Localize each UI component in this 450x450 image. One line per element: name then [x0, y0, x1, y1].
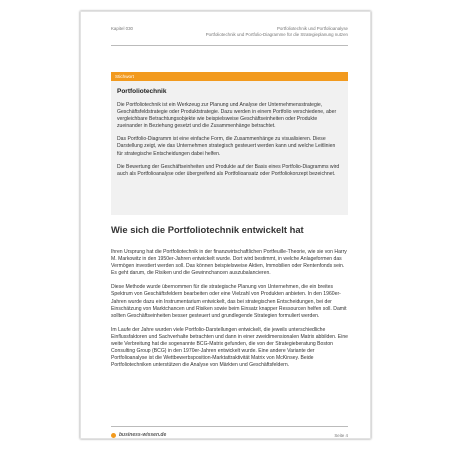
running-header [206, 26, 348, 38]
document-page [80, 11, 371, 439]
logo-dot-icon [111, 433, 116, 438]
keyword-paragraph: Das Portfolio-Diagramm ist eine einfache Form, die Zusammenhänge zu visualisieren. Diese Darstellung zeigt, wie das Unternehmen strategisch gesteuert werden kann und welche Leitlinien für strategische Entscheidungen dabei helfen. [117, 136, 336, 157]
body-paragraph: Ihren Ursprung hat die Portfoliotechnik in der finanzwirtschaftlichen Portfeuille-Theorie, wie sie von Harry M. Markowitz in den 1950er-Jahren entwickelt wurde. Dort wird bestimmt, in welche Anlageformen das Vermögen investiert werden soll. Das können beispielsweise Aktien, Immobilien oder Rentenfonds sein. Es geht darum, die Risiken und die Gewinnchancen auszubalancieren. [111, 249, 347, 277]
page-number: Seite 4 [334, 433, 348, 438]
keyword-box-bar: Stichwort [111, 72, 348, 81]
keyword-box-title: Portfoliotechnik [117, 88, 167, 95]
keyword-paragraph: Die Portfoliotechnik ist ein Werkzeug zur Planung und Analyse der Unternehmensstrategie, Geschäftsfeldstrategie oder Produktstrategie. Dazu werden in einem Portfolio verschiedene, aber vergleichbare Betrachtungsobjekte wie beispielsweise Geschäftseinheiten oder Produkte zueinander in Beziehung gesetzt und die Zusammenhänge betrachtet. [117, 102, 337, 130]
running-header-subtitle: Portfoliotechnik und Portfolio-Diagramme für die Strategieplanung nutzen [205, 32, 348, 37]
footer-logo[interactable] [111, 432, 166, 438]
running-header-title: Portfoliotechnik und Portfolioanalyse [276, 26, 348, 31]
body-paragraph: Im Laufe der Jahre wurden viele Portfolio-Darstellungen entwickelt, die jeweils unterschiedliche Einflussfaktoren und Sachverhalte betrachten und dann in einer zweidimensionalen Matrix abbilden. Eine weite Verbreitung hat die sogenannte BCG-Matrix gefunden, die von der Strategieberatung Boston Consulting Group (BCG) in den 1970er-Jahren entwickelt wurde. Eine andere Variante der Portfolioanalyse ist die Wettbewerbsposition-Marktattraktivität Matrix von McKinsey. Beide Portfoliotechniken unterstützen die Analyse von Märkten und Geschäftsfeldern. [111, 326, 349, 369]
footer-logo-text: business-wissen.de [119, 432, 167, 438]
section-heading: Wie sich die Portfoliotechnik entwickelt hat [111, 224, 304, 235]
keyword-paragraph: Die Bewertung der Geschäftseinheiten und Produkte auf der Basis eines Portfolio-Diagramms wird auch als Portfolioanalyse oder übergreifend als Portfolioansatz oder Portfoliokonzept bezeichnet. [117, 163, 340, 177]
keyword-box [111, 72, 348, 215]
chapter-label: Kapitel 030 [111, 26, 133, 31]
header-divider [111, 45, 348, 46]
section-body [111, 249, 348, 376]
footer-divider [111, 426, 348, 427]
body-paragraph: Diese Methode wurde übernommen für die strategische Planung von Unternehmen, die ein breites Spektrum von Geschäftsfeldern bearbeiten oder eine Vielzahl von Produkten anbieten. In den 1960er-Jahren wurde dazu ein Instrumentarium entwickelt, das bei strategischen Entscheidungen, bei der Einschätzung von Marktchancen und Risiken sowie beim Einsatz knapper Ressourcen helfen soll. Damit sollten Geschäftseinheiten besser gesteuert und grundlegende Strategien formuliert werden. [111, 284, 347, 319]
